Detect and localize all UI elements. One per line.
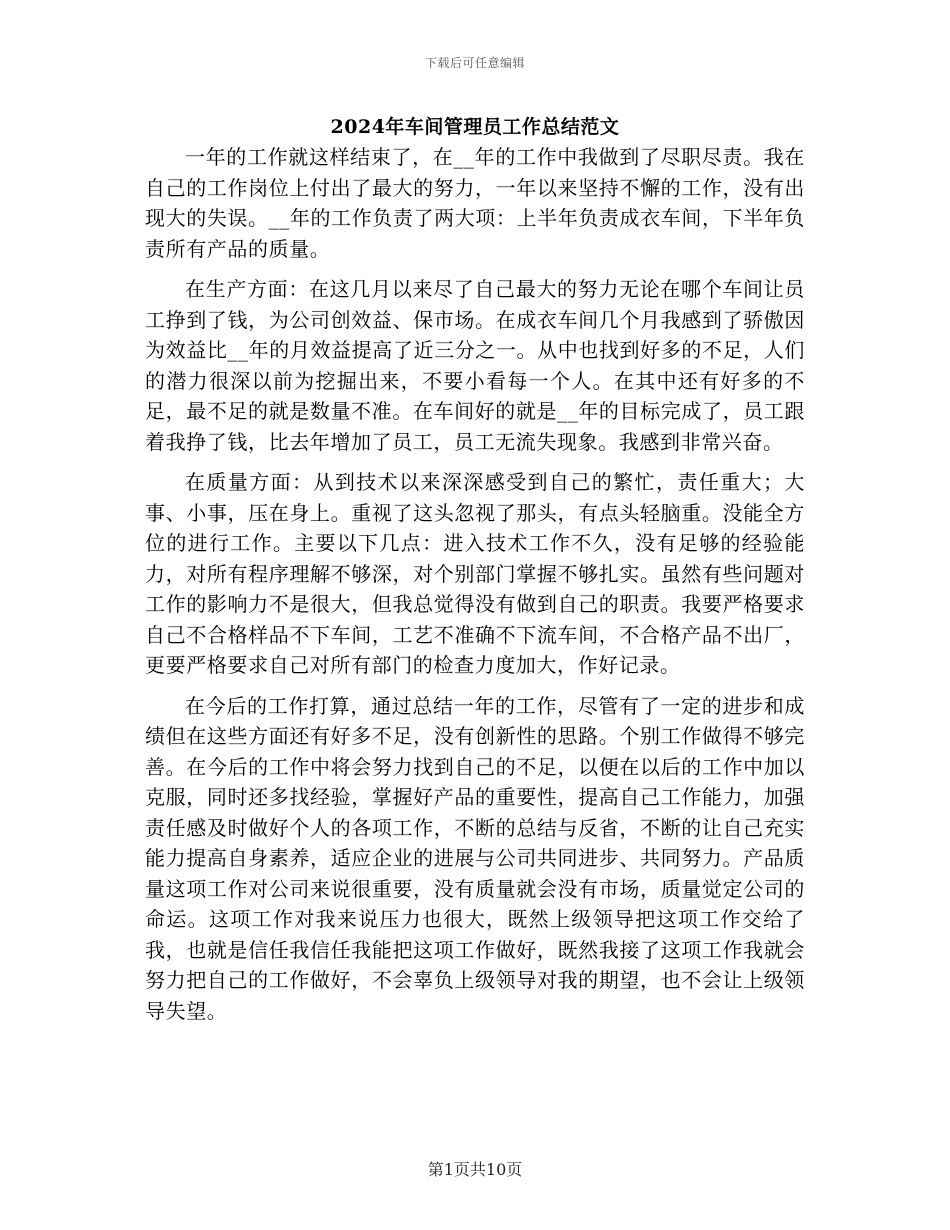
paragraph-intro: 一年的工作就这样结束了，在__年的工作中我做到了尽职尽责。我在自己的工作岗位上付出了最大的努力，一年以来坚持不懈的工作，没有出现大的失误。__年的工作负责了两大项：上半年负责成衣车间，下半年负责所有产品的质量。 <box>145 145 805 261</box>
page-number-footer: 第1页共10页 <box>427 1160 523 1179</box>
document-body <box>145 142 805 1036</box>
paragraph-production: 在生产方面：在这几月以来尽了自己最大的努力无论在哪个车间让员工挣到了钱，为公司创效益、保市场。在成衣车间几个月我感到了骄傲因为效益比__年的月效益提高了近三分之一。从中也找到好多的不足，人们的潜力很深以前为挖掘出来，不要小看每一个人。在其中还有好多的不足，最不足的就是数量不准。在车间好的就是__年的目标完成了，员工跟着我挣了钱，比去年增加了员工，员工无流失现象。我感到非常兴奋。 <box>145 277 805 454</box>
paragraph-future-plan: 在今后的工作打算，通过总结一年的工作，尽管有了一定的进步和成绩但在这些方面还有好多不足，没有创新性的思路。个别工作做得不够完善。在今后的工作中将会努力找到自己的不足，以便在以后的工作中加以克服，同时还多找经验，掌握好产品的重要性，提高自己工作能力，加强责任感及时做好个人的各项工作，不断的总结与反省，不断的让自己充实能力提高自身素养，适应企业的进展与公司共同进步、共同努力。产品质量这项工作对公司来说很重要，没有质量就会没有市场，质量觉定公司的命运。这项工作对我来说压力也很大，既然上级领导把这项工作交给了我，也就是信任我信任我能把这项工作做好，既然我接了这项工作我就会努力把自己的工作做好，不会辜负上级领导对我的期望，也不会让上级领导失望。 <box>145 693 805 1023</box>
document-title: 2024年车间管理员工作总结范文 <box>330 116 620 138</box>
paragraph-quality: 在质量方面：从到技术以来深深感受到自己的繁忙，责任重大；大事、小事，压在身上。重视了这头忽视了那头，有点头轻脑重。没能全方位的进行工作。主要以下几点：进入技术工作不久，没有足够的经验能力，对所有程序理解不够深，对个别部门掌握不够扎实。虽然有些问题对工作的影响力不是很大，但我总觉得没有做到自己的职责。我要严格要求自己不合格样品不下车间，工艺不准确不下流车间，不合格产品不出厂，更要严格要求自己对所有部门的检查力度加大，作好记录。 <box>145 470 805 677</box>
header-note: 下载后可任意编辑 <box>424 56 525 70</box>
